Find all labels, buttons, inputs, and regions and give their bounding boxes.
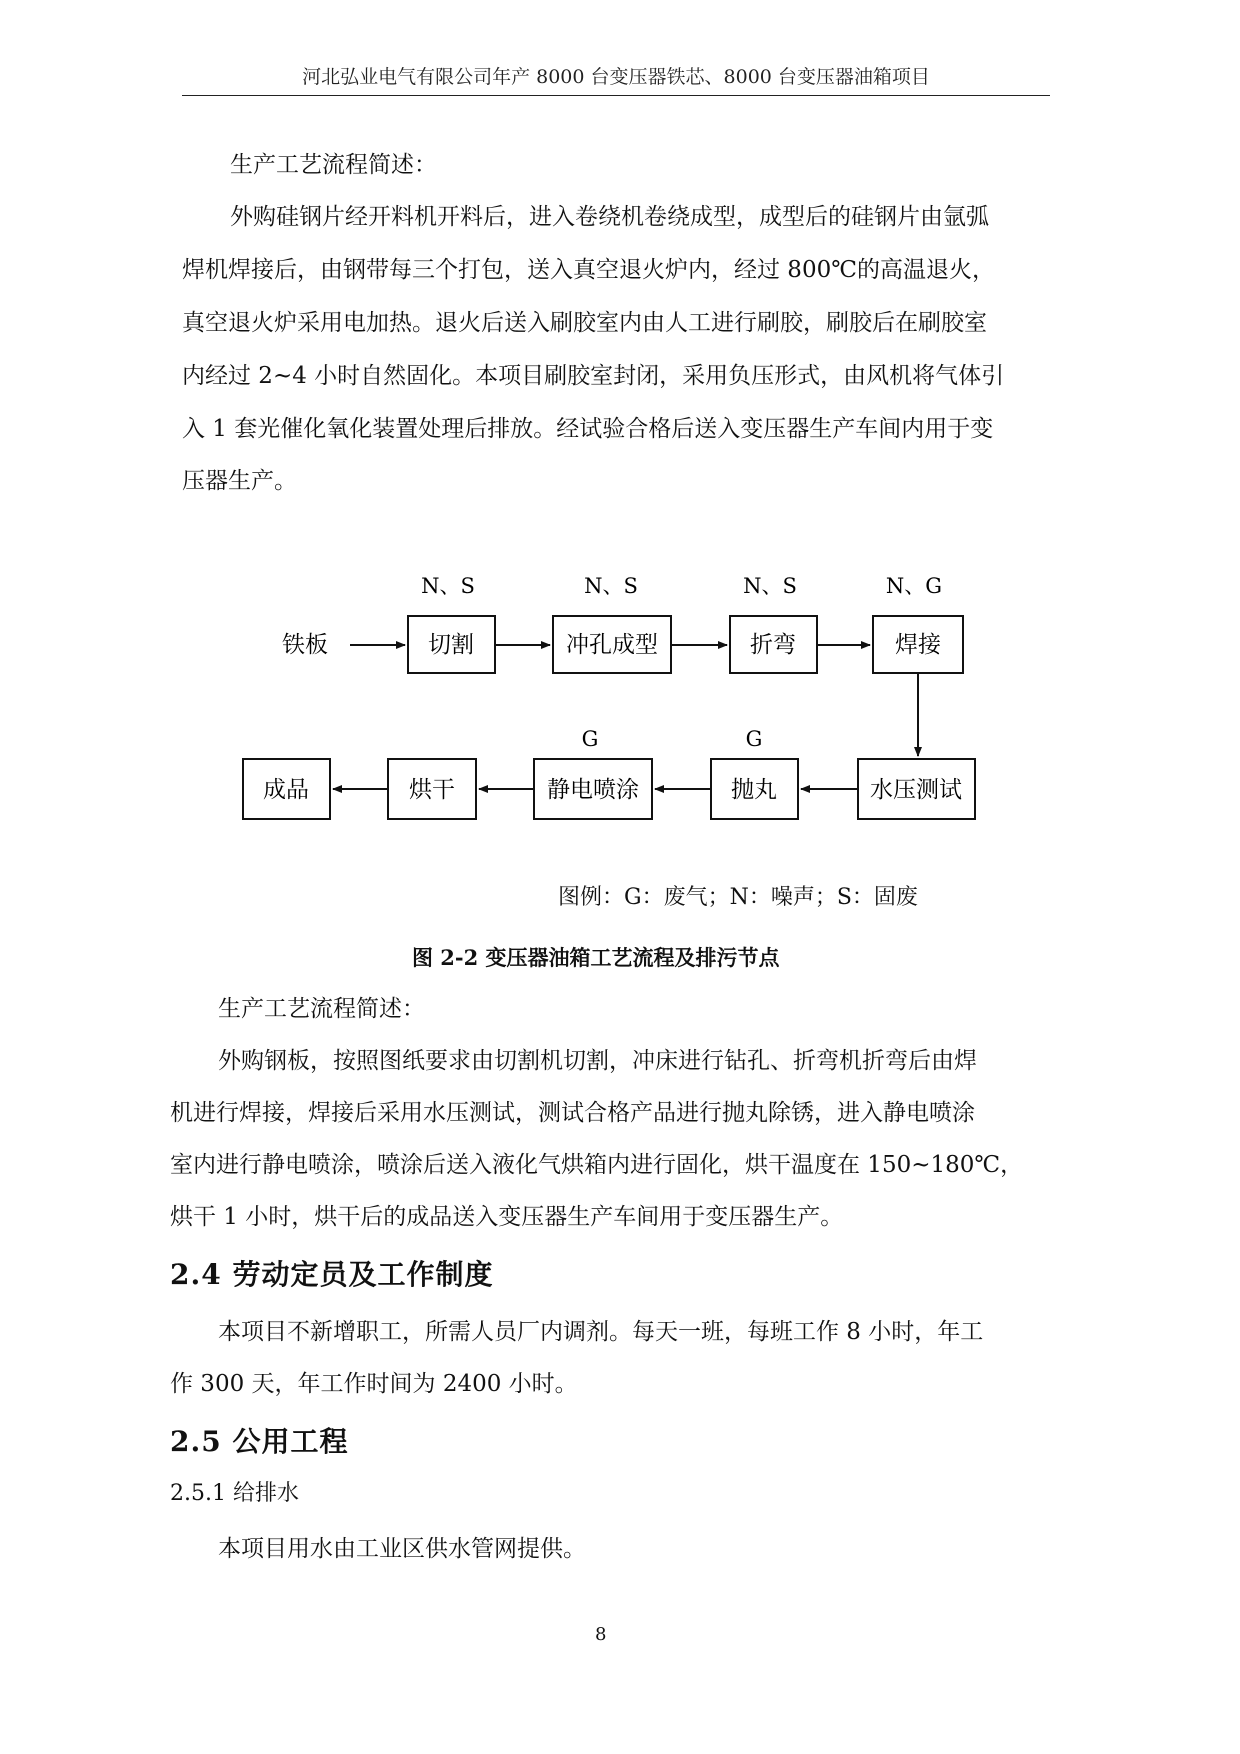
section-2-4-heading: 2.4 劳动定员及工作制度	[170, 1258, 494, 1291]
process-box-label: 折弯	[750, 632, 796, 658]
section1-line: 焊机焊接后，由钢带每三个打包，送入真空退火炉内，经过 800℃的高温退火，	[182, 257, 995, 283]
emission-label: N、G	[885, 574, 943, 598]
section1-line: 真空退火炉采用电加热。退火后送入刷胶室内由人工进行刷胶，刷胶后在刷胶室	[182, 310, 987, 336]
process-box-label: 焊接	[895, 632, 941, 658]
page-header: 河北弘业电气有限公司年产 8000 台变压器铁芯、8000 台变压器油箱项目	[302, 66, 930, 88]
process-box-label: 水压测试	[870, 777, 962, 803]
section2-heading: 生产工艺流程简述：	[218, 996, 425, 1022]
emission-label: N、S	[743, 574, 797, 598]
section1-line: 入 1 套光催化氧化装置处理后排放。经试验合格后送入变压器生产车间内用于变	[182, 416, 994, 442]
section-2-4-line: 本项目不新增职工，所需人员厂内调剂。每天一班，每班工作 8 小时，年工	[218, 1319, 984, 1345]
section-2-5-1-line: 本项目用水由工业区供水管网提供。	[218, 1536, 586, 1562]
section1-line: 外购硅钢片经开料机开料后，进入卷绕机卷绕成型，成型后的硅钢片由氩弧	[230, 204, 989, 230]
process-box-label: 抛丸	[731, 777, 777, 803]
process-box-label: 冲孔成型	[566, 632, 658, 658]
diagram-legend: 图例：G：废气；N：噪声；S：固废	[558, 885, 918, 910]
section1-heading: 生产工艺流程简述：	[230, 152, 437, 178]
section2-line: 机进行焊接，焊接后采用水压测试，测试合格产品进行抛丸除锈，进入静电喷涂	[170, 1100, 975, 1126]
process-box-label: 切割	[428, 632, 474, 658]
figure-caption: 图 2-2 变压器油箱工艺流程及排污节点	[412, 945, 780, 970]
emission-label: N、S	[421, 574, 475, 598]
section1-line: 压器生产。	[182, 468, 297, 494]
section-2-5-1-heading: 2.5.1 给排水	[170, 1481, 299, 1506]
section-2-5-heading: 2.5 公用工程	[170, 1425, 349, 1458]
flow-input-label: 铁板	[282, 632, 328, 658]
emission-label: G	[745, 727, 763, 751]
emission-label: G	[581, 727, 599, 751]
process-box-label: 静电喷涂	[547, 777, 639, 803]
section-2-4-line: 作 300 天，年工作时间为 2400 小时。	[170, 1371, 578, 1397]
page-number: 8	[595, 1624, 607, 1645]
section2-line: 外购钢板，按照图纸要求由切割机切割，冲床进行钻孔、折弯机折弯后由焊	[218, 1048, 977, 1074]
process-box-label: 烘干	[409, 777, 455, 803]
section1-line: 内经过 2~4 小时自然固化。本项目刷胶室封闭，采用负压形式，由风机将气体引	[182, 363, 1005, 389]
process-box-label: 成品	[263, 777, 309, 803]
emission-label: N、S	[584, 574, 638, 598]
section2-line: 烘干 1 小时，烘干后的成品送入变压器生产车间用于变压器生产。	[170, 1204, 844, 1230]
section2-line: 室内进行静电喷涂，喷涂后送入液化气烘箱内进行固化，烘干温度在 150~180℃，	[170, 1152, 1024, 1178]
